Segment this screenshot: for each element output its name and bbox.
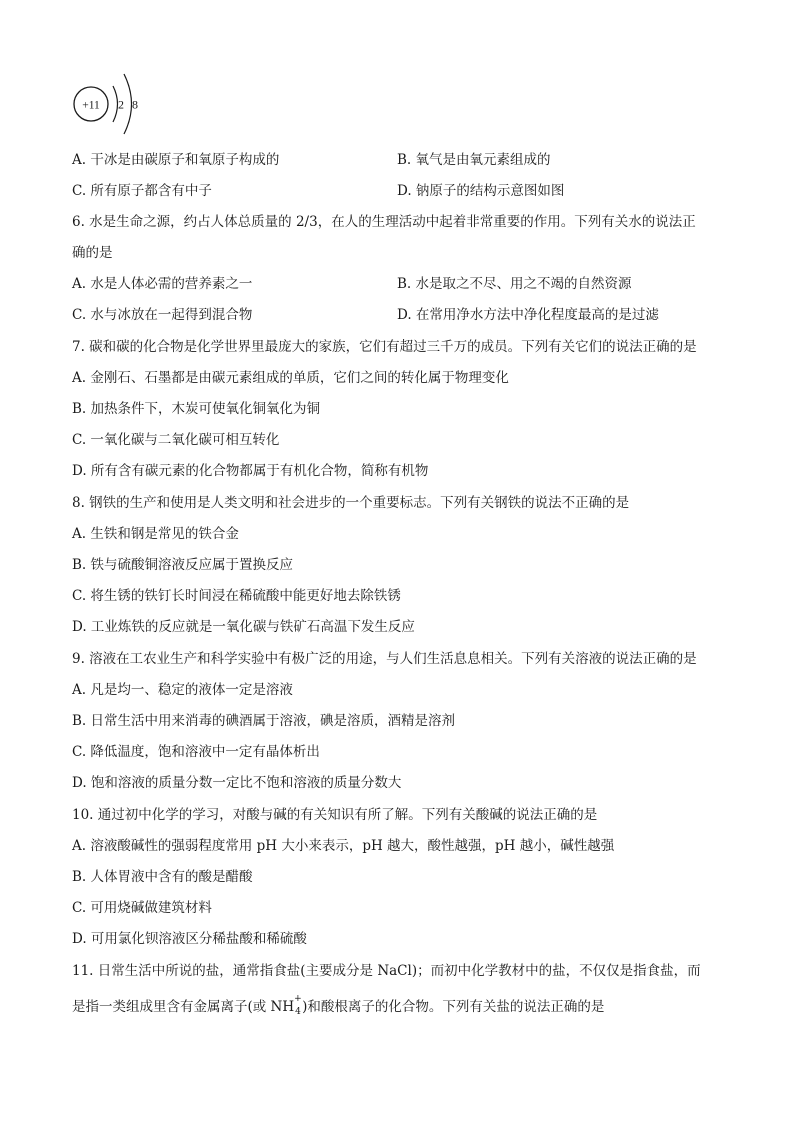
shell-2-electrons: 8	[132, 97, 138, 112]
q8-option-b: B. 铁与硫酸铜溶液反应属于置换反应	[72, 557, 294, 573]
q5-option-d: D. 钠原子的结构示意图如图	[397, 183, 565, 199]
q8-option-d: D. 工业炼铁的反应就是一氧化碳与铁矿石高温下发生反应	[72, 619, 415, 635]
ammonium-subscript: 4	[295, 1006, 301, 1017]
q8-option-c: C. 将生锈的铁钉长时间浸在稀硫酸中能更好地去除铁锈	[72, 588, 401, 604]
q10-option-c: C. 可用烧碱做建筑材料	[72, 900, 212, 916]
q11-stem-line2-part2: )和酸根离子的化合物。下列有关盐的说法正确的是	[302, 999, 605, 1015]
q6-option-c: C. 水与冰放在一起得到混合物	[72, 307, 253, 323]
q9-option-c: C. 降低温度，饱和溶液中一定有晶体析出	[72, 744, 320, 760]
q6-option-a: A. 水是人体必需的营养素之一	[72, 276, 253, 292]
shell-1-electrons: 2	[118, 97, 124, 112]
q7-option-d: D. 所有含有碳元素的化合物都属于有机化合物，简称有机物	[72, 463, 429, 479]
q8-stem: 8. 钢铁的生产和使用是人类文明和社会进步的一个重要标志。下列有关钢铁的说法不正确的是	[72, 495, 630, 511]
q5-option-a: A. 干冰是由碳原子和氧原子构成的	[72, 152, 280, 168]
q6-stem-line2: 确的是	[72, 245, 113, 261]
q7-option-c: C. 一氧化碳与二氧化碳可相互转化	[72, 432, 280, 448]
q6-option-d: D. 在常用净水方法中净化程度最高的是过滤	[397, 307, 659, 323]
q9-option-d: D. 饱和溶液的质量分数一定比不饱和溶液的质量分数大	[72, 775, 402, 791]
ammonium-ion-marks	[294, 993, 302, 1017]
q5-option-b: B. 氧气是由氧元素组成的	[397, 152, 551, 168]
q7-option-b: B. 加热条件下，木炭可使氧化铜氧化为铜	[72, 401, 321, 417]
shell-arc-1	[113, 86, 118, 122]
shell-arc-2	[124, 74, 132, 134]
q9-stem: 9. 溶液在工农业生产和科学实验中有极广泛的用途，与人们生活息息相关。下列有关溶液的说法正确的是	[72, 651, 697, 667]
q11-stem-line2-part1: 是指一类组成里含有金属离子(或 NH	[72, 999, 295, 1015]
q7-stem: 7. 碳和碳的化合物是化学世界里最庞大的家族，它们有超过三千万的成员。下列有关它们的说法正确的是	[72, 339, 697, 355]
q10-stem: 10. 通过初中化学的学习，对酸与碱的有关知识有所了解。下列有关酸碱的说法正确的是	[72, 807, 598, 823]
q5-option-c: C. 所有原子都含有中子	[72, 183, 212, 199]
q11-stem-line1: 11. 日常生活中所说的盐，通常指食盐(主要成分是 NaCl)；而初中化学教材中的盐，不仅仅是指食盐，而	[72, 963, 701, 979]
q10-option-d: D. 可用氯化钡溶液区分稀盐酸和稀硫酸	[72, 931, 307, 947]
sodium-atom-diagram	[72, 68, 152, 138]
q10-option-a: A. 溶液酸碱性的强弱程度常用 pH 大小来表示，pH 越大，酸性越强，pH 越小，碱性越强	[72, 838, 615, 854]
nucleus-charge: +11	[82, 99, 100, 112]
q11-stem-line2	[72, 993, 605, 1017]
q6-option-b: B. 水是取之不尽、用之不竭的自然资源	[397, 276, 632, 292]
q7-option-a: A. 金刚石、石墨都是由碳元素组成的单质，它们之间的转化属于物理变化	[72, 370, 509, 386]
ammonium-charge: +	[294, 993, 302, 1004]
q9-option-b: B. 日常生活中用来消毒的碘酒属于溶液，碘是溶质，酒精是溶剂	[72, 713, 456, 729]
q8-option-a: A. 生铁和钢是常见的铁合金	[72, 526, 239, 542]
q6-stem-line1: 6. 水是生命之源，约占人体总质量的 2/3，在人的生理活动中起着非常重要的作用。下列有关水的说法正	[72, 214, 696, 230]
q9-option-a: A. 凡是均一、稳定的液体一定是溶液	[72, 682, 293, 698]
q10-option-b: B. 人体胃液中含有的酸是醋酸	[72, 869, 253, 885]
